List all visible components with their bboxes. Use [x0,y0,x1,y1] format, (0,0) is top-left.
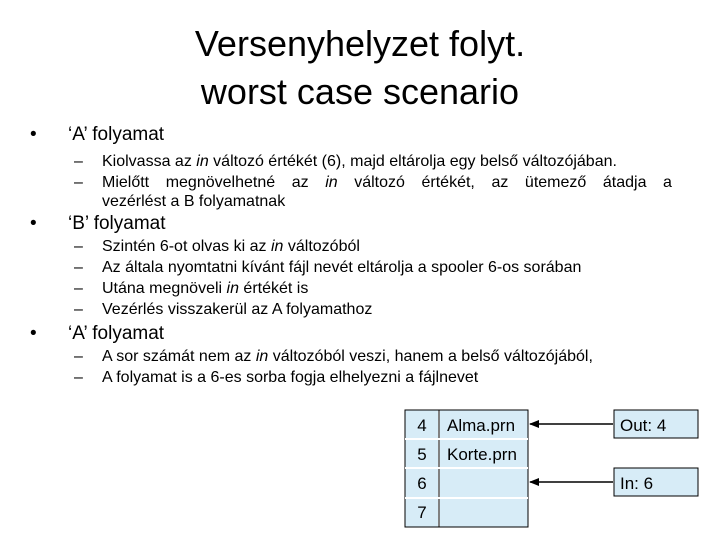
slide-title-line-1: Versenyhelyzet folyt. [194,23,526,64]
in-pointer [530,468,698,496]
row-index: 5 [417,445,427,464]
bullet-label: ‘B’ folyamat [68,213,166,234]
sub-item-continuation: vezérlést a B folyamatnak [102,193,286,210]
bullet-label: ‘A’ folyamat [68,323,165,344]
sub-item-text: Utána megnöveli in értékét is [102,280,309,297]
dash-marker: – [74,369,83,386]
row-index: 7 [417,503,427,522]
spooler-queue-table [405,410,528,527]
slide-title-line-2: worst case scenario [200,71,520,112]
sub-item-text: Szintén 6-ot olvas ki az in változóból [102,238,360,255]
dash-marker: – [74,348,83,365]
sub-item-justified-text: Mielőtt megnövelhetné az in változó értékét, az ütemező átadja a [102,174,672,191]
row-index: 6 [417,474,427,493]
row-filename: Alma.prn [447,416,516,435]
in-label: In: 6 [620,474,654,493]
dash-marker: – [74,259,83,276]
out-label: Out: 4 [620,416,667,435]
dash-marker: – [74,153,83,170]
dash-marker: – [74,174,83,191]
row-filename: Korte.prn [447,445,517,464]
out-pointer [530,410,698,438]
bullet-marker: • [30,124,37,145]
bullet-marker: • [30,323,37,344]
dash-marker: – [74,301,83,318]
bullet-label: ‘A’ folyamat [68,124,165,145]
sub-item-text: A sor számát nem az in változóból veszi, hanem a belső változójából, [102,348,593,365]
sub-item-text: Az általa nyomtatni kívánt fájl nevét eltárolja a spooler 6-os sorában [102,259,582,276]
row-index: 4 [417,416,427,435]
sub-item-text: A folyamat is a 6-es sorba fogja elhelyezni a fájlnevet [102,369,479,386]
sub-item-text: Kiolvassa az in változó értékét (6), majd eltárolja egy belső változójában. [102,153,617,170]
bullet-marker: • [30,213,37,234]
dash-marker: – [74,238,83,255]
dash-marker: – [74,280,83,297]
sub-item-text: Vezérlés visszakerül az A folyamathoz [102,301,373,318]
